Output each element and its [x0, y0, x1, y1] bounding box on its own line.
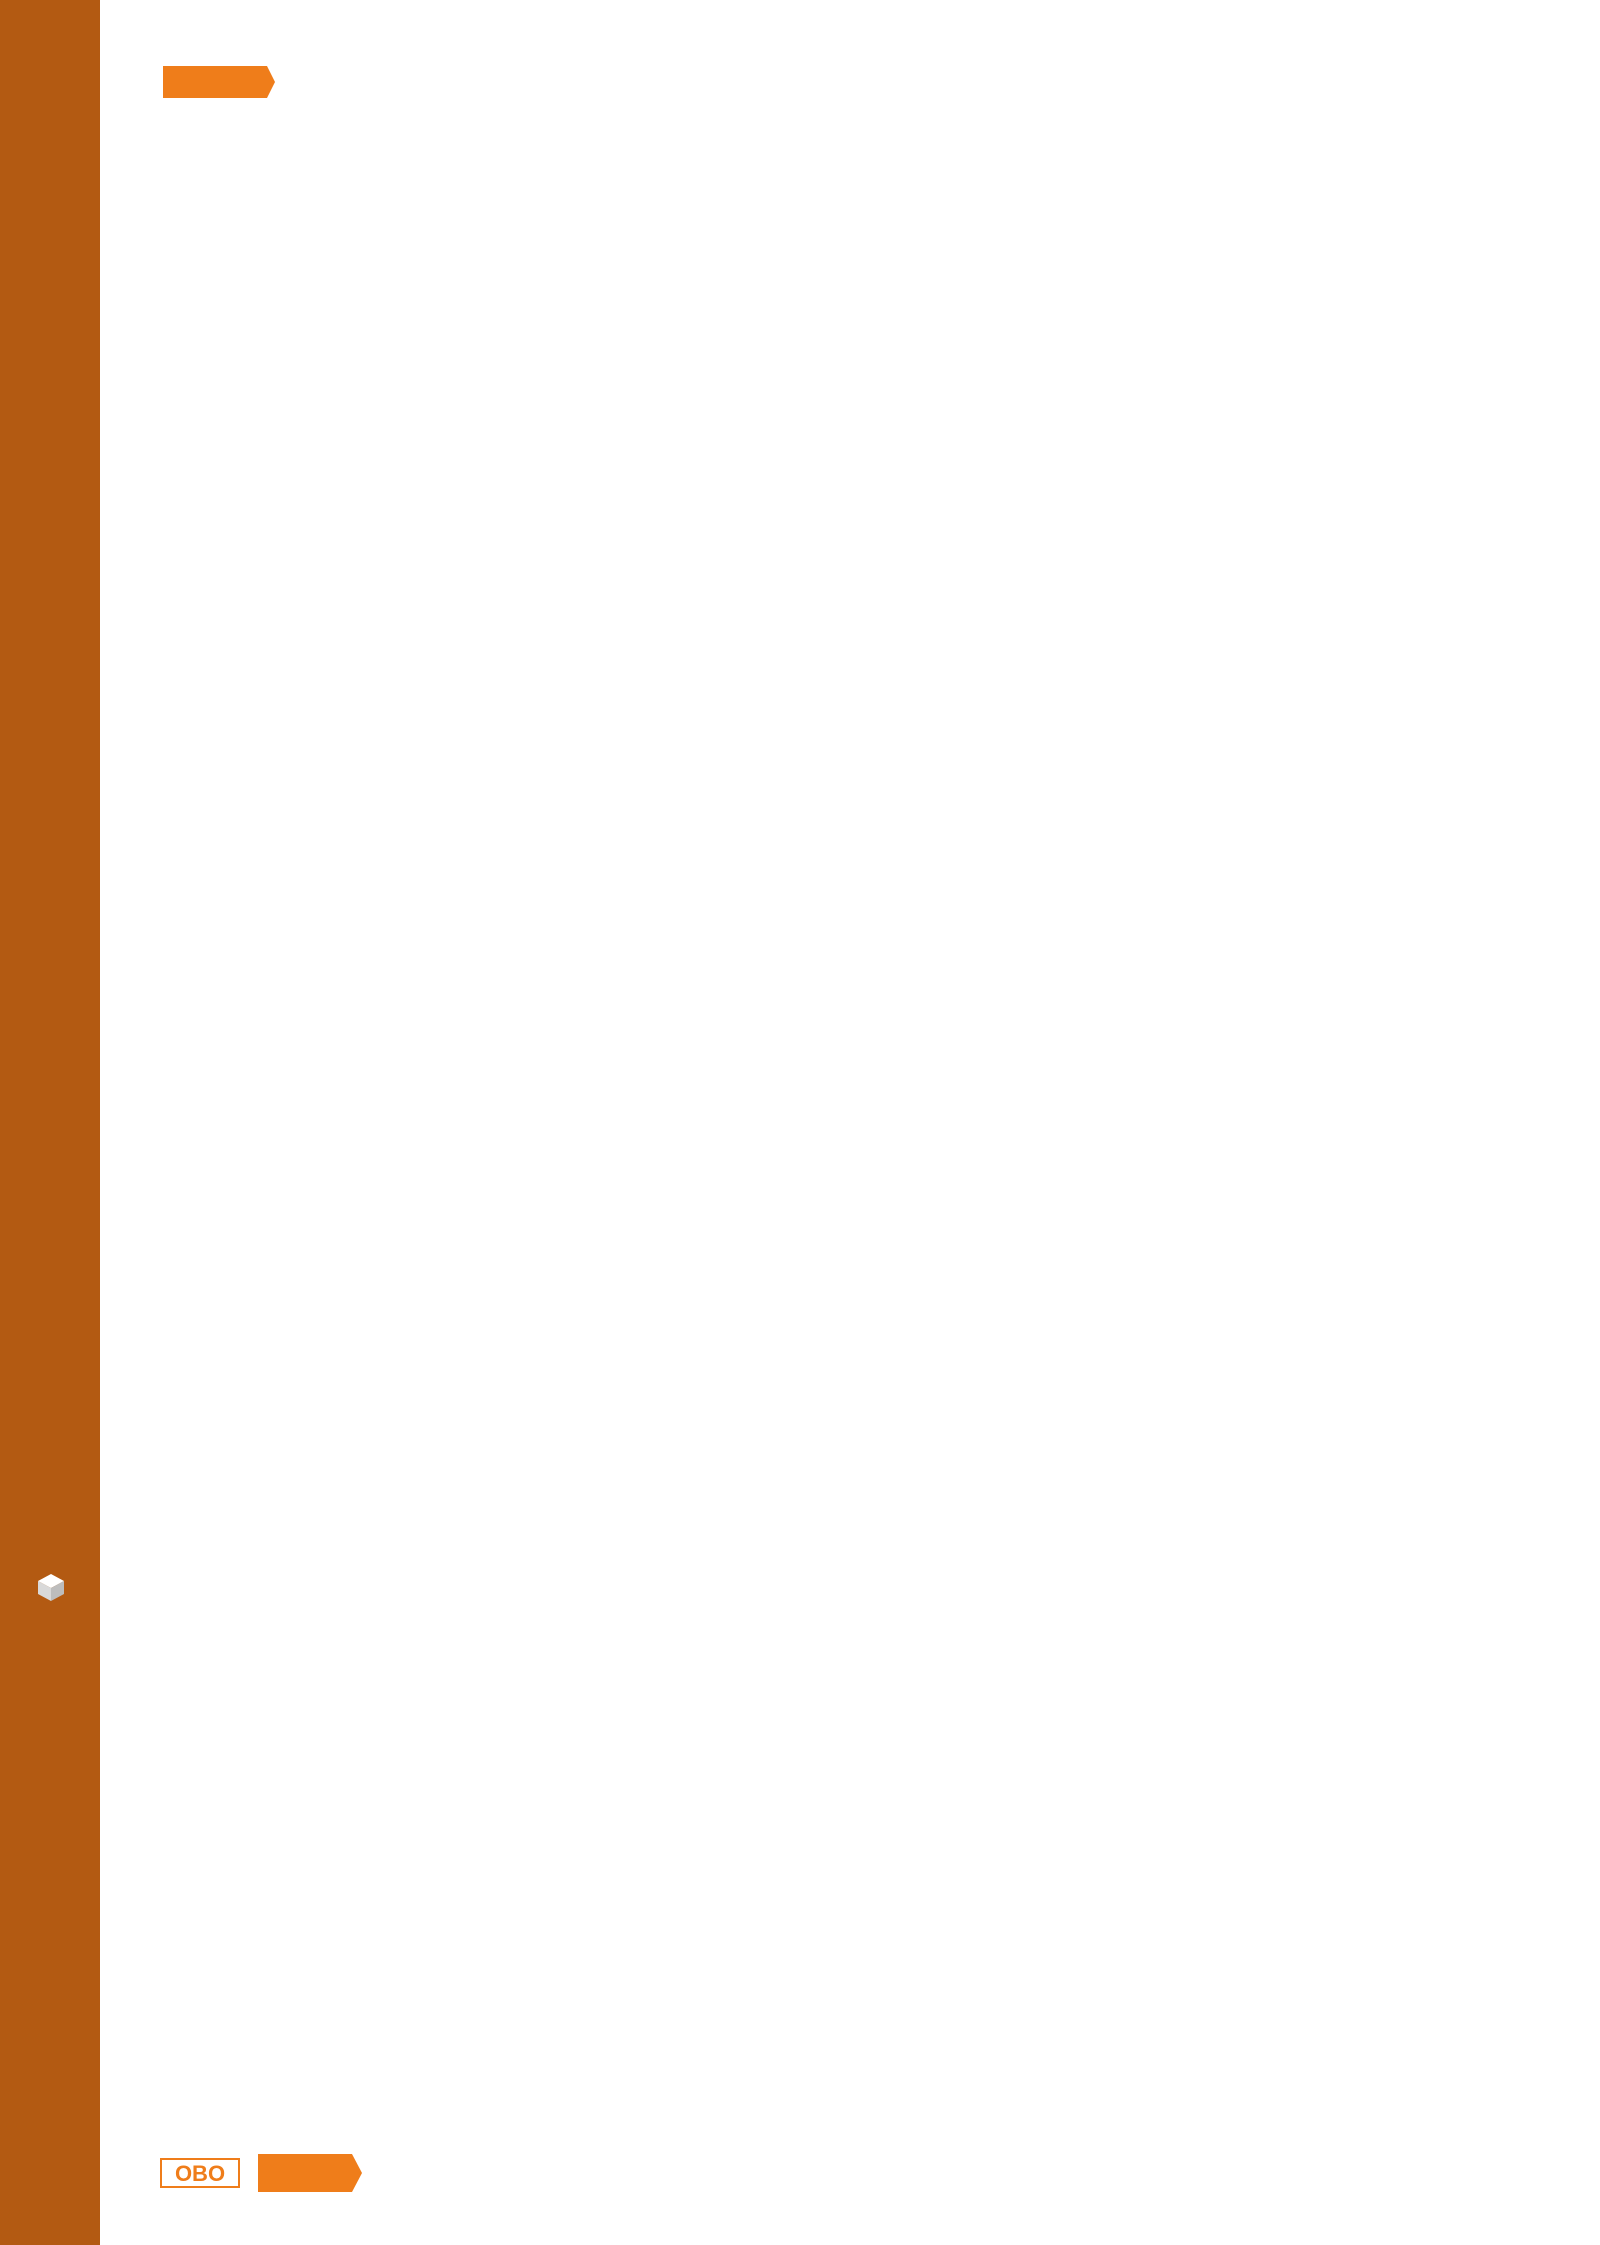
page-number	[258, 2154, 338, 2192]
header-flag-icon	[163, 66, 275, 98]
side-bar	[0, 0, 100, 2245]
obo-logo	[160, 2158, 240, 2188]
cube-icon	[36, 1572, 66, 1602]
svg-text:OBO: OBO	[174, 2161, 226, 2186]
